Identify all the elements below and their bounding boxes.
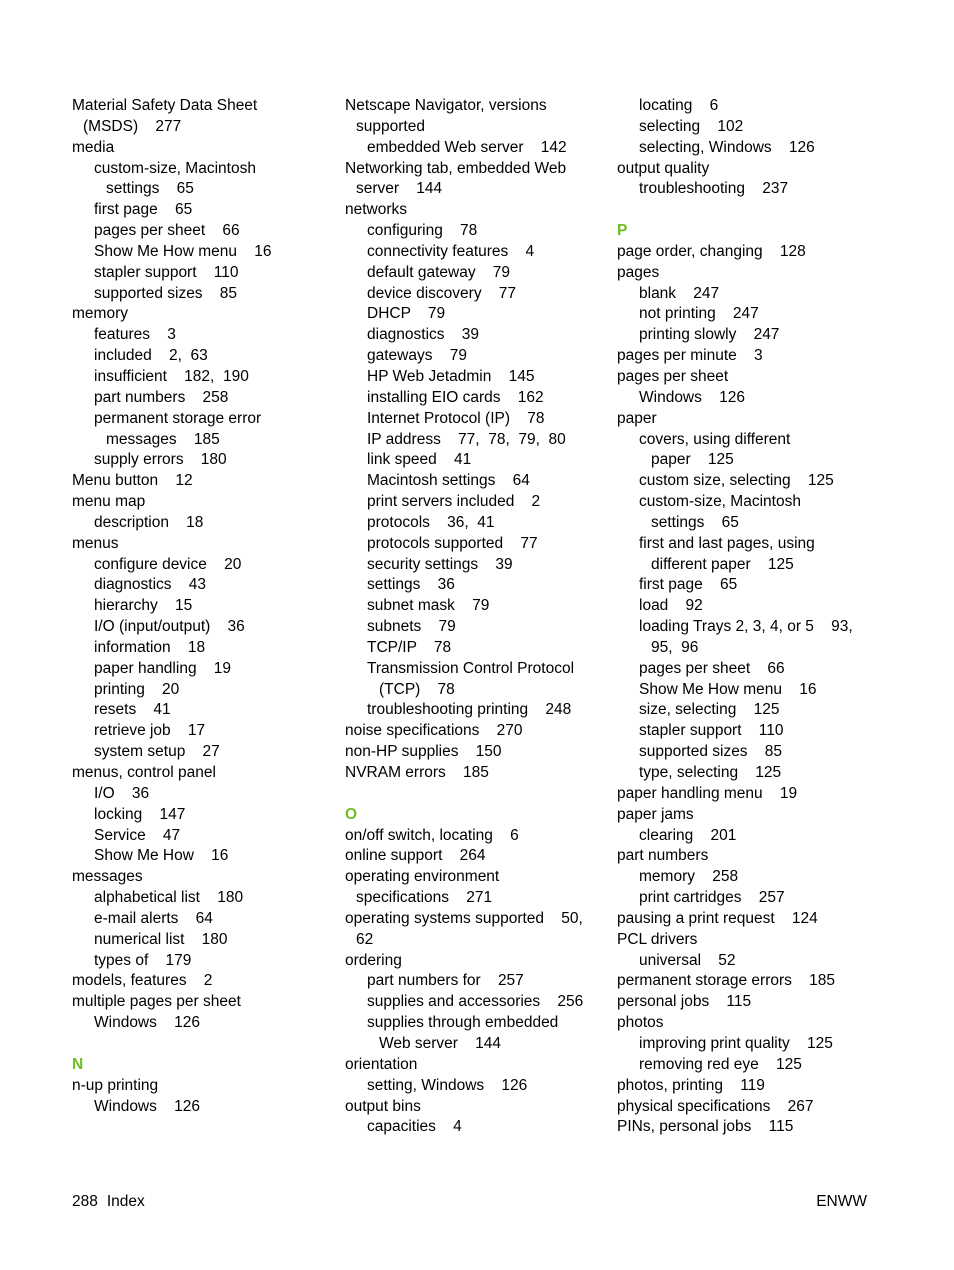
index-entry: PCL drivers (617, 930, 698, 948)
index-entry-continuation: (MSDS) 277 (83, 117, 182, 135)
index-subentry: clearing 201 (639, 826, 737, 844)
index-entry-continuation: Web server 144 (379, 1034, 502, 1052)
index-subentry: Show Me How menu 16 (639, 680, 817, 698)
index-subentry: permanent storage error (94, 409, 262, 427)
index-entry: Networking tab, embedded Web (345, 159, 567, 177)
index-entry-continuation: settings 65 (651, 513, 739, 531)
index-subentry: supported sizes 85 (639, 743, 783, 761)
index-subentry: I/O (input/output) 36 (94, 618, 245, 636)
footer-left (72, 1192, 145, 1212)
index-entry: menus (72, 534, 119, 552)
index-entry-continuation: settings 65 (106, 180, 194, 198)
index-entry: PINs, personal jobs 115 (617, 1118, 794, 1136)
index-subentry: first page 65 (94, 201, 193, 219)
index-entry: part numbers (617, 847, 709, 865)
index-subentry: security settings 39 (367, 555, 513, 573)
index-subentry: link speed 41 (367, 451, 472, 469)
index-subentry: included 2, 63 (94, 347, 208, 365)
index-entry: n-up printing (72, 1076, 159, 1094)
index-subentry: configure device 20 (94, 555, 242, 573)
index-entry-continuation: server 144 (356, 180, 443, 198)
letter-heading: P (617, 222, 628, 240)
index-subentry: TCP/IP 78 (367, 638, 452, 656)
index-subentry: Windows 126 (94, 1097, 200, 1115)
index-subentry: embedded Web server 142 (367, 138, 567, 156)
index-subentry: covers, using different (639, 430, 791, 448)
index-subentry: Internet Protocol (IP) 78 (367, 409, 545, 427)
index-subentry: removing red eye 125 (639, 1055, 802, 1073)
index-subentry: stapler support 110 (639, 722, 784, 740)
index-entry: non-HP supplies 150 (345, 743, 502, 761)
index-subentry: features 3 (94, 326, 176, 344)
index-subentry: size, selecting 125 (639, 701, 780, 719)
index-entry: photos, printing 119 (617, 1076, 765, 1094)
index-subentry: HP Web Jetadmin 145 (367, 367, 535, 385)
index-entry: pages per minute 3 (617, 347, 763, 365)
index-subentry: troubleshooting printing 248 (367, 701, 572, 719)
index-subentry: diagnostics 43 (94, 576, 207, 594)
index-subentry: locking 147 (94, 805, 186, 823)
index-subentry: universal 52 (639, 951, 736, 969)
spacer (72, 1034, 332, 1055)
section-name: Index (106, 1193, 145, 1210)
index-subentry: Windows 126 (94, 1014, 200, 1032)
index-entry: photos (617, 1014, 664, 1032)
index-entry-continuation: different paper 125 (651, 555, 794, 573)
index-subentry: DHCP 79 (367, 305, 446, 323)
index-subentry: settings 36 (367, 576, 455, 594)
index-subentry: retrieve job 17 (94, 722, 206, 740)
index-subentry: type, selecting 125 (639, 764, 782, 781)
index-entry: operating environment (345, 868, 500, 886)
index-subentry: insufficient 182, 190 (94, 367, 249, 385)
index-subentry: loading Trays 2, 3, 4, or 5 93, (639, 618, 853, 636)
index-column-2 (345, 96, 605, 1138)
index-subentry: e-mail alerts 64 (94, 909, 213, 927)
index-subentry: IP address 77, 78, 79, 80 (367, 430, 566, 448)
index-subentry: subnets 79 (367, 618, 456, 636)
index-entry: permanent storage errors 185 (617, 972, 835, 990)
index-subentry: part numbers for 257 (367, 972, 524, 990)
index-subentry: part numbers 258 (94, 388, 229, 406)
letter-heading: O (345, 805, 358, 823)
letter-heading: N (72, 1055, 84, 1073)
index-subentry: Show Me How 16 (94, 847, 229, 865)
index-entry: orientation (345, 1055, 418, 1073)
index-entry: pages per sheet (617, 367, 729, 385)
index-entry: online support 264 (345, 847, 486, 865)
index-entry-continuation: supported (356, 117, 425, 135)
index-subentry: selecting 102 (639, 117, 744, 135)
index-entry: physical specifications 267 (617, 1097, 814, 1115)
index-entry-continuation: paper 125 (651, 451, 734, 469)
index-entry-continuation: messages 185 (106, 430, 220, 448)
index-entry: ordering (345, 951, 402, 969)
index-subentry: Transmission Control Protocol (367, 659, 575, 677)
index-subentry: types of 179 (94, 951, 192, 969)
index-subentry: capacities 4 (367, 1118, 462, 1136)
index-entry-continuation: specifications 271 (356, 889, 493, 907)
spacer (345, 784, 605, 805)
index-entry: Material Safety Data Sheet (72, 97, 258, 114)
index-subentry: numerical list 180 (94, 930, 228, 948)
index-subentry: supported sizes 85 (94, 284, 238, 302)
index-subentry: custom-size, Macintosh (639, 493, 801, 511)
index-subentry: Macintosh settings 64 (367, 472, 530, 490)
index-entry: Menu button 12 (72, 472, 193, 490)
index-subentry: custom-size, Macintosh (94, 159, 256, 177)
index-subentry: protocols 36, 41 (367, 513, 495, 531)
index-subentry: subnet mask 79 (367, 597, 490, 615)
index-subentry: hierarchy 15 (94, 597, 193, 615)
index-subentry: device discovery 77 (367, 284, 517, 302)
index-subentry: first page 65 (639, 576, 738, 594)
index-subentry: paper handling 19 (94, 659, 232, 677)
index-entry: page order, changing 128 (617, 242, 806, 260)
index-subentry: pages per sheet 66 (639, 659, 785, 677)
index-subentry: pages per sheet 66 (94, 222, 240, 240)
index-subentry: information 18 (94, 638, 206, 656)
index-subentry: protocols supported 77 (367, 534, 538, 552)
index-column-3 (617, 96, 887, 1138)
index-entry: personal jobs 115 (617, 993, 752, 1011)
index-subentry: Service 47 (94, 826, 181, 844)
index-subentry: supply errors 180 (94, 451, 227, 469)
index-entry: output quality (617, 159, 710, 177)
index-entry: NVRAM errors 185 (345, 764, 489, 781)
index-entry: output bins (345, 1097, 421, 1115)
index-entry: paper (617, 409, 657, 427)
index-entry: on/off switch, locating 6 (345, 826, 519, 844)
index-subentry: I/O 36 (94, 784, 150, 802)
index-entry-continuation: 95, 96 (651, 638, 699, 656)
index-subentry: locating 6 (639, 97, 719, 114)
index-subentry: custom size, selecting 125 (639, 472, 834, 490)
index-subentry: gateways 79 (367, 347, 467, 365)
index-entry: pausing a print request 124 (617, 909, 818, 927)
index-entry: models, features 2 (72, 972, 213, 990)
index-entry: media (72, 138, 115, 156)
index-subentry: resets 41 (94, 701, 171, 719)
index-subentry: configuring 78 (367, 222, 478, 240)
index-entry: menu map (72, 493, 146, 511)
index-subentry: printing 20 (94, 680, 180, 698)
index-entry: Netscape Navigator, versions (345, 97, 547, 114)
index-subentry: troubleshooting 237 (639, 180, 789, 198)
index-subentry: print servers included 2 (367, 493, 541, 511)
index-subentry: default gateway 79 (367, 263, 511, 281)
index-subentry: printing slowly 247 (639, 326, 780, 344)
index-subentry: selecting, Windows 126 (639, 138, 815, 156)
index-subentry: diagnostics 39 (367, 326, 480, 344)
index-subentry: improving print quality 125 (639, 1034, 833, 1052)
index-subentry: Windows 126 (639, 388, 745, 406)
index-entry: paper jams (617, 805, 694, 823)
index-entry: menus, control panel (72, 764, 216, 781)
index-subentry: memory 258 (639, 868, 739, 886)
index-subentry: alphabetical list 180 (94, 889, 244, 907)
index-subentry: not printing 247 (639, 305, 759, 323)
index-entry: memory (72, 305, 128, 323)
index-entry: paper handling menu 19 (617, 784, 798, 802)
index-subentry: supplies through embedded (367, 1014, 559, 1032)
index-subentry: supplies and accessories 256 (367, 993, 584, 1011)
index-entry-continuation: (TCP) 78 (379, 680, 455, 698)
index-subentry: load 92 (639, 597, 703, 615)
index-entry: pages (617, 263, 660, 281)
index-subentry: stapler support 110 (94, 263, 239, 281)
footer-right: ENWW (816, 1193, 867, 1210)
spacer (617, 200, 887, 221)
page-number: 288 (72, 1193, 98, 1210)
index-column-1 (72, 96, 332, 1117)
index-subentry: description 18 (94, 513, 204, 531)
index-subentry: system setup 27 (94, 743, 220, 761)
index-entry-continuation: 62 (356, 930, 374, 948)
index-subentry: Show Me How menu 16 (94, 242, 272, 260)
index-subentry: installing EIO cards 162 (367, 388, 544, 406)
index-subentry: first and last pages, using (639, 534, 815, 552)
index-entry: networks (345, 201, 408, 219)
index-subentry: blank 247 (639, 284, 720, 302)
index-subentry: setting, Windows 126 (367, 1076, 528, 1094)
index-subentry: print cartridges 257 (639, 889, 785, 907)
index-entry: multiple pages per sheet (72, 993, 241, 1011)
index-entry: messages (72, 868, 143, 886)
index-entry: operating systems supported 50, (345, 909, 583, 927)
index-entry: noise specifications 270 (345, 722, 523, 740)
index-subentry: connectivity features 4 (367, 242, 535, 260)
